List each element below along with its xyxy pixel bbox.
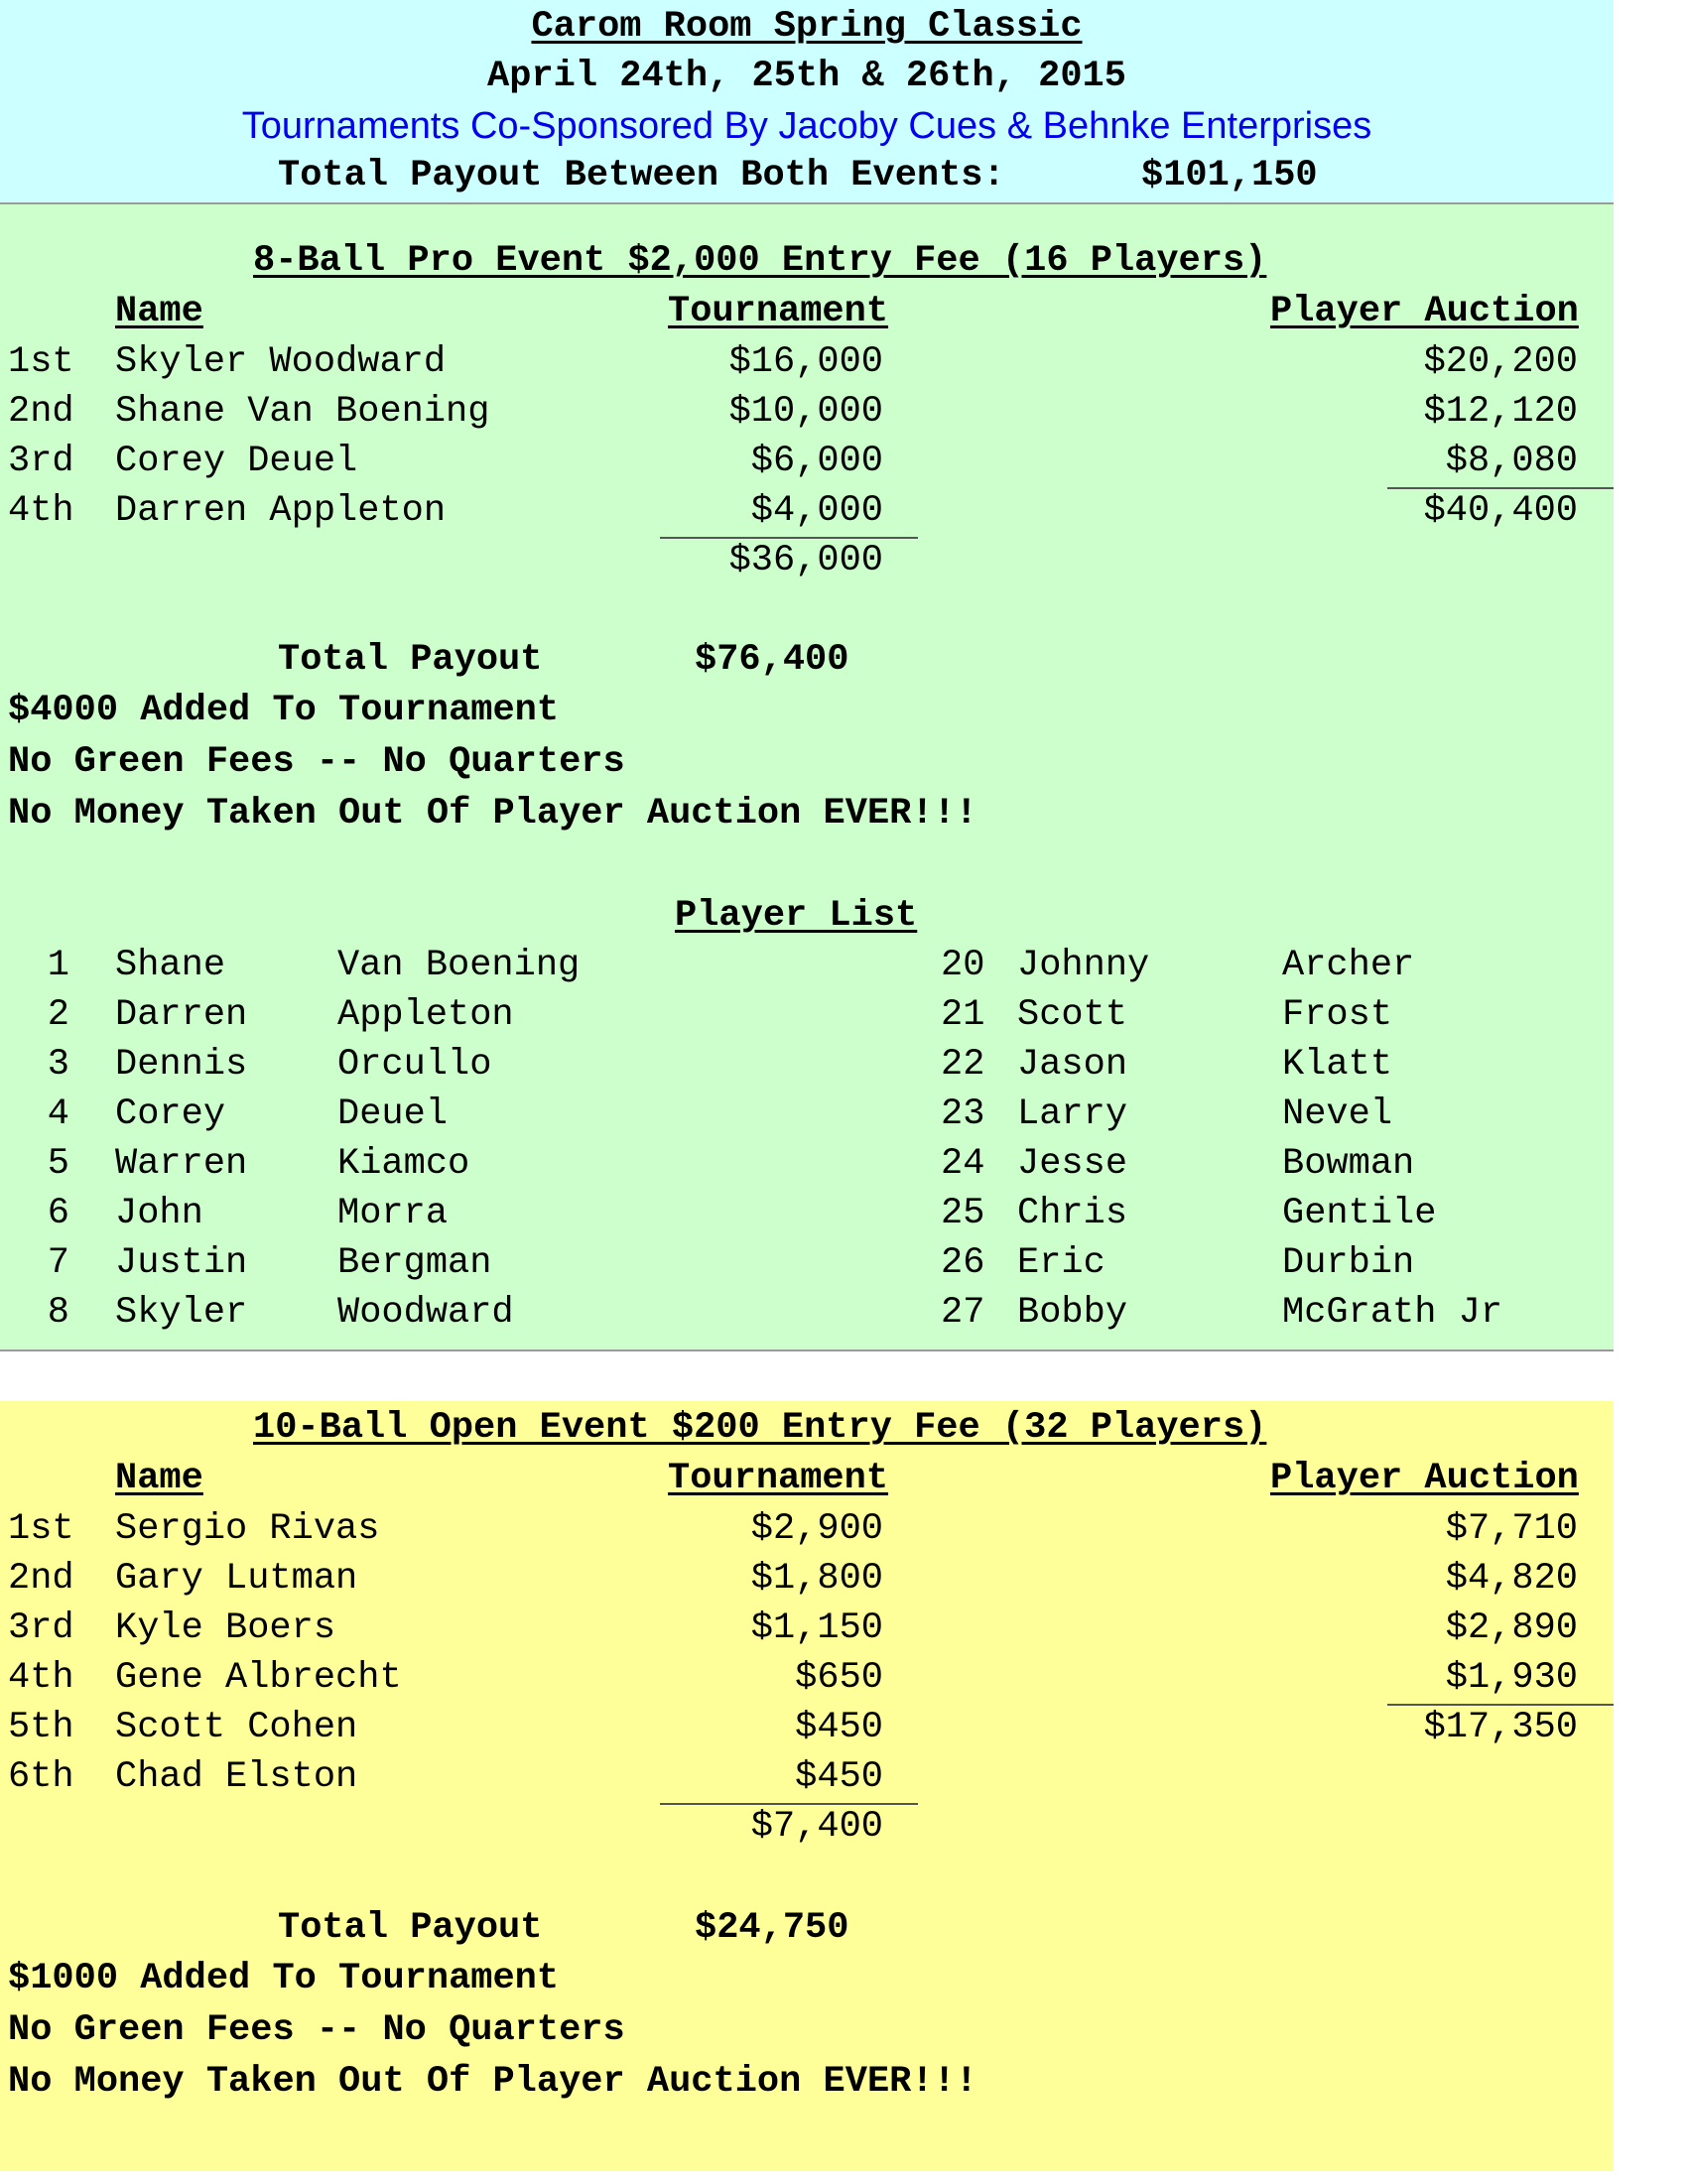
player-last-name: Bergman	[337, 1242, 492, 1284]
event-10ball-section	[0, 1401, 1614, 2171]
player-name: Skyler Woodward	[115, 341, 447, 383]
note-added: $4000 Added To Tournament	[8, 690, 560, 731]
player-name: Corey Deuel	[115, 441, 358, 482]
player-number: 4	[47, 1093, 69, 1135]
player-last-name: Van Boening	[337, 945, 581, 986]
player-last-name: Bowman	[1282, 1143, 1415, 1185]
player-last-name: Appleton	[337, 994, 514, 1036]
note-added: $1000 Added To Tournament	[8, 1958, 560, 1999]
tournament-total: $36,000	[728, 540, 883, 581]
player-name: Chad Elston	[115, 1756, 358, 1798]
auction-payout: $12,120	[1423, 391, 1578, 433]
player-first-name: Darren	[115, 994, 248, 1036]
col-header-tournament: Tournament	[668, 291, 889, 332]
grand-total-value: $101,150	[1141, 155, 1318, 196]
player-last-name: Gentile	[1282, 1193, 1437, 1234]
player-name: Shane Van Boening	[115, 391, 490, 433]
tournament-payout: $2,900	[750, 1508, 883, 1550]
col-header-tournament: Tournament	[668, 1458, 889, 1499]
grand-total-label: Total Payout Between Both Events:	[278, 155, 1005, 196]
auction-payout: $1,930	[1445, 1657, 1578, 1699]
player-last-name: Kiamco	[337, 1143, 470, 1185]
auction-payout: $2,890	[1445, 1607, 1578, 1649]
player-list-title: Player List	[675, 895, 918, 937]
player-name: Darren Appleton	[115, 490, 447, 532]
place: 2nd	[8, 1558, 74, 1600]
auction-payout: $8,080	[1445, 441, 1578, 482]
total-payout-value: $24,750	[695, 1907, 849, 1949]
player-last-name: Nevel	[1282, 1093, 1393, 1135]
player-last-name: Durbin	[1282, 1242, 1415, 1284]
player-number: 5	[47, 1143, 69, 1185]
player-number: 3	[47, 1044, 69, 1086]
total-payout-value: $76,400	[695, 639, 849, 681]
player-number: 21	[941, 994, 985, 1036]
auction-payout: $20,200	[1423, 341, 1578, 383]
player-number: 26	[941, 1242, 985, 1284]
tournament-total: $7,400	[750, 1806, 883, 1848]
note-fees: No Green Fees -- No Quarters	[8, 2009, 625, 2051]
header-section	[0, 0, 1614, 204]
sponsors-line: Tournaments Co-Sponsored By Jacoby Cues & Behnke Enterprises	[241, 105, 1372, 147]
col-header-name: Name	[115, 1458, 203, 1499]
total-payout-label: Total Payout	[278, 639, 543, 681]
player-name: Gene Albrecht	[115, 1657, 402, 1699]
player-number: 8	[47, 1292, 69, 1334]
place: 4th	[8, 490, 74, 532]
total-payout-label: Total Payout	[278, 1907, 543, 1949]
player-last-name: Deuel	[337, 1093, 449, 1135]
auction-payout: $7,710	[1445, 1508, 1578, 1550]
player-number: 7	[47, 1242, 69, 1284]
place: 1st	[8, 1508, 74, 1550]
auction-payout: $40,400	[1423, 490, 1578, 532]
player-number: 27	[941, 1292, 985, 1334]
player-first-name: Eric	[1017, 1242, 1105, 1284]
player-first-name: Shane	[115, 945, 226, 986]
player-last-name: McGrath Jr	[1282, 1292, 1503, 1334]
player-first-name: Corey	[115, 1093, 226, 1135]
player-number: 6	[47, 1193, 69, 1234]
player-first-name: Skyler	[115, 1292, 248, 1334]
player-name: Kyle Boers	[115, 1607, 336, 1649]
place: 3rd	[8, 441, 74, 482]
player-name: Gary Lutman	[115, 1558, 358, 1600]
event-8ball-section	[0, 204, 1614, 1351]
player-number: 20	[941, 945, 985, 986]
auction-total: $17,350	[1423, 1707, 1578, 1748]
tournament-payout: $450	[795, 1707, 883, 1748]
event-title: 8-Ball Pro Event $2,000 Entry Fee (16 Players)	[253, 240, 1267, 282]
player-first-name: Jesse	[1017, 1143, 1128, 1185]
player-last-name: Woodward	[337, 1292, 514, 1334]
col-header-name: Name	[115, 291, 203, 332]
player-first-name: Warren	[115, 1143, 248, 1185]
place: 5th	[8, 1707, 74, 1748]
player-number: 24	[941, 1143, 985, 1185]
player-name: Scott Cohen	[115, 1707, 358, 1748]
player-last-name: Archer	[1282, 945, 1415, 986]
auction-payout: $4,820	[1445, 1558, 1578, 1600]
player-first-name: Jason	[1017, 1044, 1128, 1086]
player-last-name: Morra	[337, 1193, 449, 1234]
player-number: 1	[47, 945, 69, 986]
place: 1st	[8, 341, 74, 383]
place: 3rd	[8, 1607, 74, 1649]
tournament-payout: $6,000	[750, 441, 883, 482]
player-last-name: Klatt	[1282, 1044, 1393, 1086]
note-auction: No Money Taken Out Of Player Auction EVER!!!	[8, 793, 977, 835]
tournament-payout: $4,000	[750, 490, 883, 532]
note-auction: No Money Taken Out Of Player Auction EVER!!!	[8, 2061, 977, 2103]
player-first-name: Scott	[1017, 994, 1128, 1036]
player-number: 2	[47, 994, 69, 1036]
event-title: 10-Ball Open Event $200 Entry Fee (32 Players)	[253, 1407, 1267, 1449]
player-first-name: Johnny	[1017, 945, 1150, 986]
player-last-name: Orcullo	[337, 1044, 492, 1086]
event-dates: April 24th, 25th & 26th, 2015	[487, 56, 1126, 97]
tournament-payout: $16,000	[728, 341, 883, 383]
place: 6th	[8, 1756, 74, 1798]
player-first-name: Dennis	[115, 1044, 248, 1086]
tournament-payout: $450	[795, 1756, 883, 1798]
player-first-name: Chris	[1017, 1193, 1128, 1234]
tournament-payout: $10,000	[728, 391, 883, 433]
place: 4th	[8, 1657, 74, 1699]
tournament-payout: $650	[795, 1657, 883, 1699]
player-first-name: John	[115, 1193, 203, 1234]
player-name: Sergio Rivas	[115, 1508, 380, 1550]
player-first-name: Bobby	[1017, 1292, 1128, 1334]
col-header-auction: Player Auction	[1270, 291, 1579, 332]
tournament-payout: $1,800	[750, 1558, 883, 1600]
note-fees: No Green Fees -- No Quarters	[8, 741, 625, 783]
col-header-auction: Player Auction	[1270, 1458, 1579, 1499]
place: 2nd	[8, 391, 74, 433]
player-number: 22	[941, 1044, 985, 1086]
tournament-payout: $1,150	[750, 1607, 883, 1649]
player-number: 23	[941, 1093, 985, 1135]
player-first-name: Justin	[115, 1242, 248, 1284]
player-first-name: Larry	[1017, 1093, 1128, 1135]
page-title: Carom Room Spring Classic	[531, 6, 1083, 48]
player-number: 25	[941, 1193, 985, 1234]
player-last-name: Frost	[1282, 994, 1393, 1036]
